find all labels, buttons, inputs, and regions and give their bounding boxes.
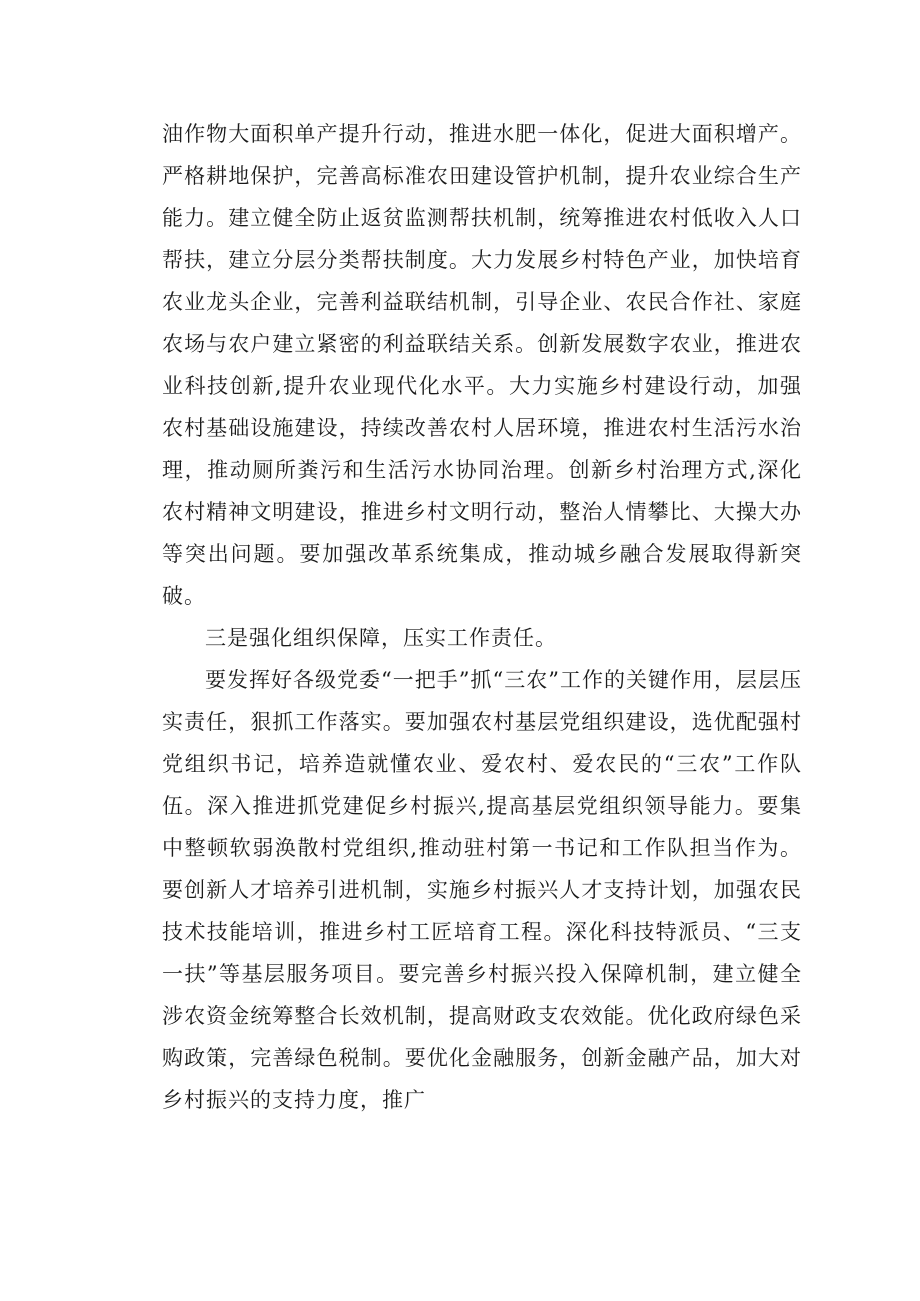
section-heading: 三是强化组织保障，压实工作责任。 — [205, 626, 557, 650]
document-body — [162, 113, 802, 1121]
paragraph-continuation: 油作物大面积单产提升行动，推进水肥一体化，促进大面积增产。严格耕地保护，完善高标准农田建设管护机制，提升农业综合生产能力。建立健全防止返贫监测帮扶机制，统筹推进农村低收入人口帮扶，建立分层分类帮扶制度。大力发展乡村特色产业，加快培育农业龙头企业，完善利益联结机制，引导企业、农民合作社、家庭农场与农户建立紧密的利益联结关系。创新发展数字农业，推进农业科技创新,提升农业现代化水平。大力实施乡村建设行动，加强农村基础设施建设，持续改善农村人居环境，推进农村生活污水治理，推动厕所粪污和生活污水协同治理。创新乡村治理方式,深化农村精神文明建设，推进乡村文明行动，整治人情攀比、大操大办等突出问题。要加强改革系统集成，推动城乡融合发展取得新突破。 — [162, 122, 802, 608]
paragraph-organizational-support: 要发挥好各级党委“一把手”抓“三农”工作的关键作用，层层压实责任，狠抓工作落实。要加强农村基层党组织建设，选优配强村党组织书记，培养造就懂农业、爱农村、爱农民的“三农”工作队伍。深入推进抓党建促乡村振兴,提高基层党组织领导能力。要集中整顿软弱涣散村党组织,推动驻村第一书记和工作队担当作为。要创新人才培养引进机制，实施乡村振兴人才支持计划，加强农民技术技能培训，推进乡村工匠培育工程。深化科技特派员、“三支一扶”等基层服务项目。要完善乡村振兴投入保障机制，建立健全涉农资金统筹整合长效机制，提高财政支农效能。优化政府绿色采购政策，完善绿色税制。要优化金融服务，创新金融产品，加大对乡村振兴的支持力度，推广 — [162, 668, 802, 1112]
